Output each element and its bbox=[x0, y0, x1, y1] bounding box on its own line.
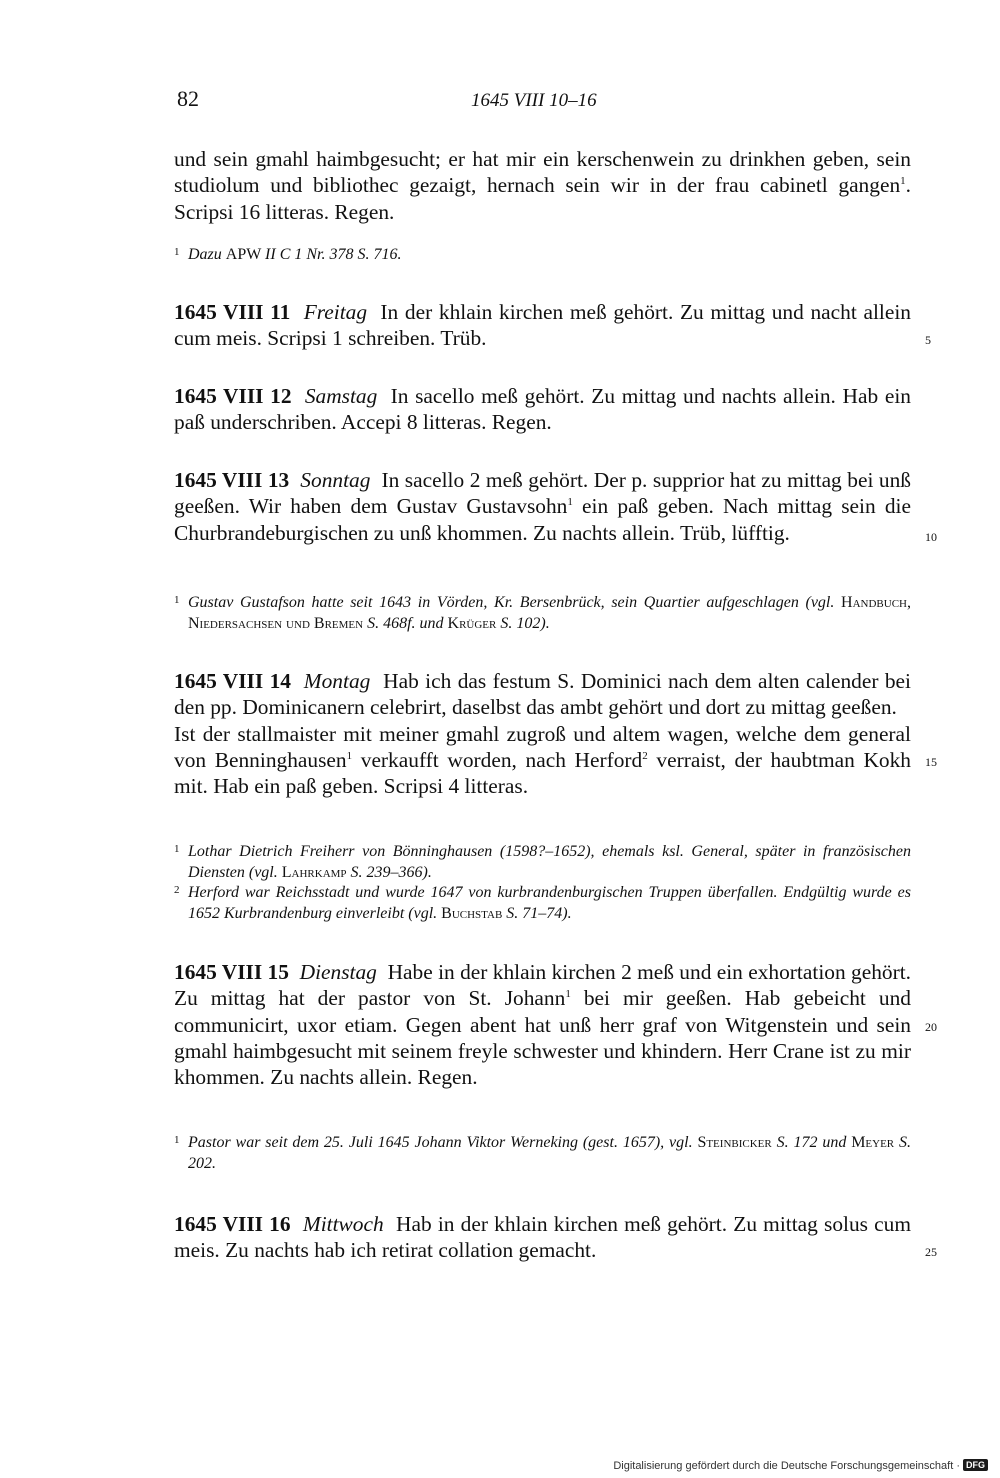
digitization-credit bbox=[613, 1459, 988, 1472]
footnotes-14 bbox=[174, 842, 911, 924]
footnote-15 bbox=[174, 1133, 911, 1174]
entry-date: 1645 VIII 13 bbox=[174, 468, 290, 492]
footnote-mark: 1 bbox=[174, 843, 180, 855]
page-number: 82 bbox=[177, 86, 199, 111]
footnote-citation: Steinbicker bbox=[697, 1134, 772, 1151]
entry-text: bei mir geeßen. Hab gebeicht und communicirt, uxor etiam. Gegen abent hat unß herr graf von Witgenstein und sein gmahl haimbgesucht mit seinem freyle schwester und khindern. Herr Crane ist zu mir khommen. Zu nachts allein. Regen. bbox=[174, 986, 911, 1090]
footnote-text: S. 71–74). bbox=[502, 904, 572, 922]
footnote-citation: Lahrkamp bbox=[281, 863, 347, 881]
footnote-text: Gustav Gustafson hatte seit 1643 in Vörden, Kr. Bersenbrück, sein Quartier aufgeschlagen (vgl. bbox=[188, 594, 842, 611]
entry-weekday: Samstag bbox=[304, 384, 378, 408]
line-number: 15 bbox=[925, 755, 937, 769]
footnote-intro bbox=[174, 245, 911, 266]
entry-text: und sein gmahl haimbgesucht; er hat mir ein kerschenwein zu drinkhen geben, sein studiolum und bibliothec gezaigt, hernach sein wir in der frau cabinetl gangen bbox=[174, 147, 911, 198]
footnote-ref: 1 bbox=[565, 988, 571, 1001]
footnote-text: S. 102). bbox=[496, 614, 550, 632]
footnote-mark: 1 bbox=[174, 594, 180, 606]
footnote-text: Herford war Reichsstadt und wurde 1647 von kurbrandenburgischen Truppen überfallen. Endgültig wurde es 1652 Kurbrandenburg einverleibt (vgl. bbox=[188, 884, 911, 922]
footnote-text: APW bbox=[225, 246, 266, 263]
footnote-mark: 1 bbox=[174, 246, 180, 258]
footnote-ref: 1 bbox=[900, 175, 906, 188]
entry-date: 1645 VIII 11 bbox=[174, 300, 291, 324]
footnote-text: Pastor war seit dem 25. Juli 1645 Johann Viktor Werneking (gest. 1657), vgl. bbox=[188, 1134, 698, 1151]
footnote-text: S. 202. bbox=[188, 1134, 912, 1172]
footnote-mark: 2 bbox=[174, 884, 180, 896]
footnote-citation: Handbuch, Niedersachsen und Bremen bbox=[188, 594, 911, 632]
footnote-text: S. 172 und bbox=[771, 1134, 852, 1151]
entry-1645-viii-13 bbox=[174, 467, 911, 546]
entry-date: 1645 VIII 14 bbox=[174, 669, 291, 693]
entry-weekday: Sonntag bbox=[300, 468, 371, 492]
entry-text: verraist, der haubtman Kokh mit. Hab ein paß geben. Scripsi 4 litteras. bbox=[174, 747, 911, 799]
footnote-text: S. 468f. und bbox=[363, 614, 448, 632]
entry-date: 1645 VIII 15 bbox=[174, 960, 289, 984]
entry-weekday: Dienstag bbox=[299, 960, 377, 984]
entry-text: . Scripsi 16 litteras. Regen. bbox=[174, 173, 911, 224]
entry-text: In sacello 2 meß gehört. Der p. supprior hat zu mittag bei unß geeßen. Wir haben dem Gustav Gustavsohn bbox=[174, 468, 912, 519]
footnote-text: II C 1 Nr. 378 S. 716. bbox=[265, 246, 402, 263]
footnote-text: S. 239–366). bbox=[346, 863, 432, 881]
line-number: 5 bbox=[925, 333, 931, 347]
footnote-citation: Krüger bbox=[447, 614, 497, 632]
entry-text: Hab ich das festum S. Dominici nach dem alten calender bei den pp. Dominicanern celebrirt, daselbst das ambt gehört und dort zu mittag geeßen. bbox=[174, 669, 911, 720]
footnote-ref: 2 bbox=[642, 749, 648, 762]
entry-intro bbox=[174, 146, 911, 225]
footnote-ref: 1 bbox=[567, 496, 573, 509]
line-number: 10 bbox=[925, 530, 937, 544]
entry-1645-viii-12 bbox=[174, 383, 911, 436]
footnote-ref: 1 bbox=[346, 749, 353, 762]
entry-1645-viii-11 bbox=[174, 299, 911, 352]
entry-1645-viii-16 bbox=[174, 1211, 911, 1264]
line-number: 25 bbox=[925, 1245, 937, 1259]
entry-date: 1645 VIII 16 bbox=[174, 1212, 291, 1236]
entry-text: Habe in der khlain kirchen 2 meß und ein exhortation gehört. Zu mittag hat der pastor von St. Johann bbox=[174, 960, 911, 1011]
entry-weekday: Freitag bbox=[303, 300, 368, 324]
footnote-text: Dazu bbox=[188, 246, 226, 263]
entry-text: ein paß geben. Nach mittag sein die Churbrandeburgischen zu unß khommen. Zu nachts allein. Trüb, lüfftig. bbox=[174, 494, 911, 545]
footnote-citation: Buchstab bbox=[441, 904, 503, 922]
entry-weekday: Montag bbox=[303, 669, 371, 693]
entry-1645-viii-15 bbox=[174, 959, 911, 1090]
entry-text: Hab in der khlain kirchen meß gehört. Zu mittag solus cum meis. Zu nachts hab ich retirat collation gemacht. bbox=[174, 1212, 911, 1263]
footnote-citation: Meyer bbox=[851, 1134, 895, 1151]
entry-text: In sacello meß gehört. Zu mittag und nachts allein. Hab ein paß underschriben. Accepi 8 litteras. Regen. bbox=[174, 384, 911, 435]
dfg-logo: DFG bbox=[963, 1459, 988, 1471]
entry-text: In der khlain kirchen meß gehört. Zu mittag und nacht allein cum meis. Scripsi 1 schreiben. Trüb. bbox=[174, 300, 911, 351]
entry-text: verkaufft worden, nach Herford bbox=[352, 747, 643, 772]
entry-text: Ist der stallmaister mit meiner gmahl zugroß und altem wagen, welche dem general von Benninghausen bbox=[174, 721, 911, 772]
line-number: 20 bbox=[925, 1020, 937, 1034]
credit-text: Digitalisierung gefördert durch die Deutsche Forschungsgemeinschaft · bbox=[613, 1460, 960, 1472]
entry-weekday: Mittwoch bbox=[302, 1212, 384, 1236]
footnote-13 bbox=[174, 593, 911, 634]
entry-date: 1645 VIII 12 bbox=[174, 384, 292, 408]
footnote-text: Lothar Dietrich Freiherr von Bönninghausen (1598?–1652), ehemals ksl. General, später in französischen Diensten (vgl. bbox=[188, 843, 911, 881]
running-head: 1645 VIII 10–16 bbox=[471, 90, 597, 111]
entry-1645-viii-14 bbox=[174, 668, 911, 799]
footnote-mark: 1 bbox=[174, 1134, 180, 1146]
